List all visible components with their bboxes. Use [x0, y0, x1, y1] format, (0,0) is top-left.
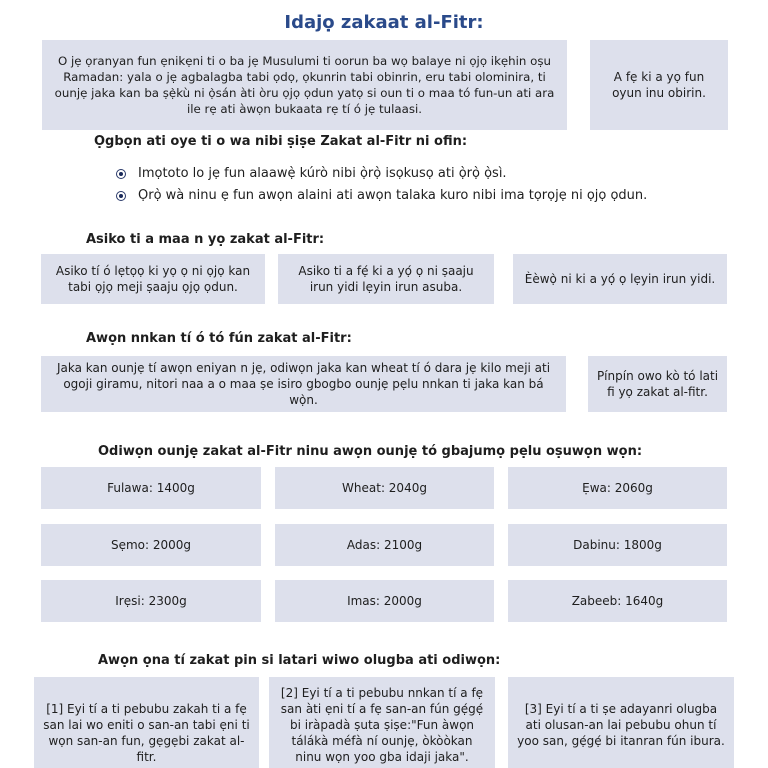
measure-cell: Dabinu: 1800g — [508, 524, 727, 566]
items-box-side: Pínpín owo kò tó lati fi yọ zakat al-fitr. — [588, 356, 727, 412]
wisdom-heading: Ọgbọn ati oye ti o wa nibi ṣiṣe Zakat al-Fitr ni ofin: — [94, 134, 468, 149]
fetus-note-box: A fẹ ki a yọ fun oyun inu obirin. — [590, 40, 728, 130]
measure-cell: Sẹmo: 2000g — [41, 524, 261, 566]
list-item-text: Ọrọ̀ wà ninu ẹ fun awọn alaini ati awọn talaka kuro nibi ima tọrọjẹ ni ọjọ ọdun. — [138, 188, 648, 203]
timing-box-3: Èèwọ̀ ni ki a yọ́ ọ lẹyin irun yidi. — [513, 254, 727, 304]
distribution-box-2: [2] Eyi tí a ti pebubu nnkan tí a fẹ san àti ẹni tí a fẹ san-an fún gẹ́gẹ́ bi iràpadà ṣuta ṣiṣe:"Fun àwọn tálákà méfà ní ounjẹ, òkòòkan ninu wọn yoo gba idaji jaka". — [269, 677, 495, 768]
measure-cell: Fulawa: 1400g — [41, 467, 261, 509]
bullet-icon — [116, 169, 126, 179]
timing-box-2: Asiko ti a fẹ́ ki a yọ́ ọ ni ṣaaju irun yidi lẹyin irun asuba. — [278, 254, 494, 304]
distribution-box-3: [3] Eyi tí a ti ṣe adayanri olugba ati olusan-an lai pebubu ohun tí yoo san, gẹ́gẹ́ bi itanran fún ibura. — [508, 677, 734, 768]
distribution-heading: Awọn ọna tí zakat pin si latari wiwo olugba ati odiwọn: — [98, 653, 501, 668]
list-item — [116, 185, 647, 207]
timing-box-1: Asiko tí ó lẹtọọ ki yọ ọ ni ọjọ kan tabi ọjọ meji ṣaaju ọjọ ọdun. — [41, 254, 265, 304]
items-heading: Awọn nnkan tí ó tó fún zakat al-Fitr: — [86, 331, 352, 346]
measure-cell: Zabeeb: 1640g — [508, 580, 727, 622]
obligation-box: O jẹ ọranyan fun ẹnikẹni ti o ba jẹ Musulumi ti oorun ba wọ balaye ni ọjọ ikẹhin oṣu Ramadan: yala o jẹ agbalagba tabi ọdọ, ọkunrin tabi obinrin, eru tabi olominira, ti ounjẹ jaka kan ba ṣẹ̀kù ni ọ̀sán àti òru ọjọ ọdun yatọ si oun ti o maa tó fun-un ati ara ile rẹ ati àwọn bukaata rẹ tí ó jẹ tulaasi. — [42, 40, 567, 130]
measure-cell: Ẹwa: 2060g — [508, 467, 727, 509]
page-title: Idajọ zakaat al-Fitr: — [284, 12, 484, 33]
timing-heading: Asiko ti a maa n yọ zakat al-Fitr: — [86, 232, 325, 247]
distribution-box-1: [1] Eyi tí a ti pebubu zakah ti a fẹ san lai wo eniti o san-an tabi ẹni ti wọn san-an fun, gẹgẹbi zakat al-fitr. — [34, 677, 259, 768]
measure-cell: Imas: 2000g — [275, 580, 494, 622]
measure-cell: Adas: 2100g — [275, 524, 494, 566]
wisdom-list — [116, 163, 647, 207]
list-item — [116, 163, 647, 185]
measure-cell: Irẹsi: 2300g — [41, 580, 261, 622]
items-box-main: Jaka kan ounjẹ tí awọn eniyan n jẹ, odiwọn jaka kan wheat tí ó dara jẹ kilo meji ati ogoji giramu, nitori naa a o maa ṣe isiro gbogbo ounjẹ pẹlu nnkan ti jaka kan bá wọ̀n. — [41, 356, 566, 412]
list-item-text: Imọtoto lo jẹ fun alaawẹ̀ kúrò nibi ọ̀rọ̀ isọkusọ ati ọ̀rọ̀ ọ̀sì. — [138, 166, 507, 181]
measure-cell: Wheat: 2040g — [275, 467, 494, 509]
bullet-icon — [116, 191, 126, 201]
measures-heading: Odiwọn ounjẹ zakat al-Fitr ninu awọn ounjẹ tó gbajumọ pẹlu oṣuwọn wọn: — [98, 444, 643, 459]
